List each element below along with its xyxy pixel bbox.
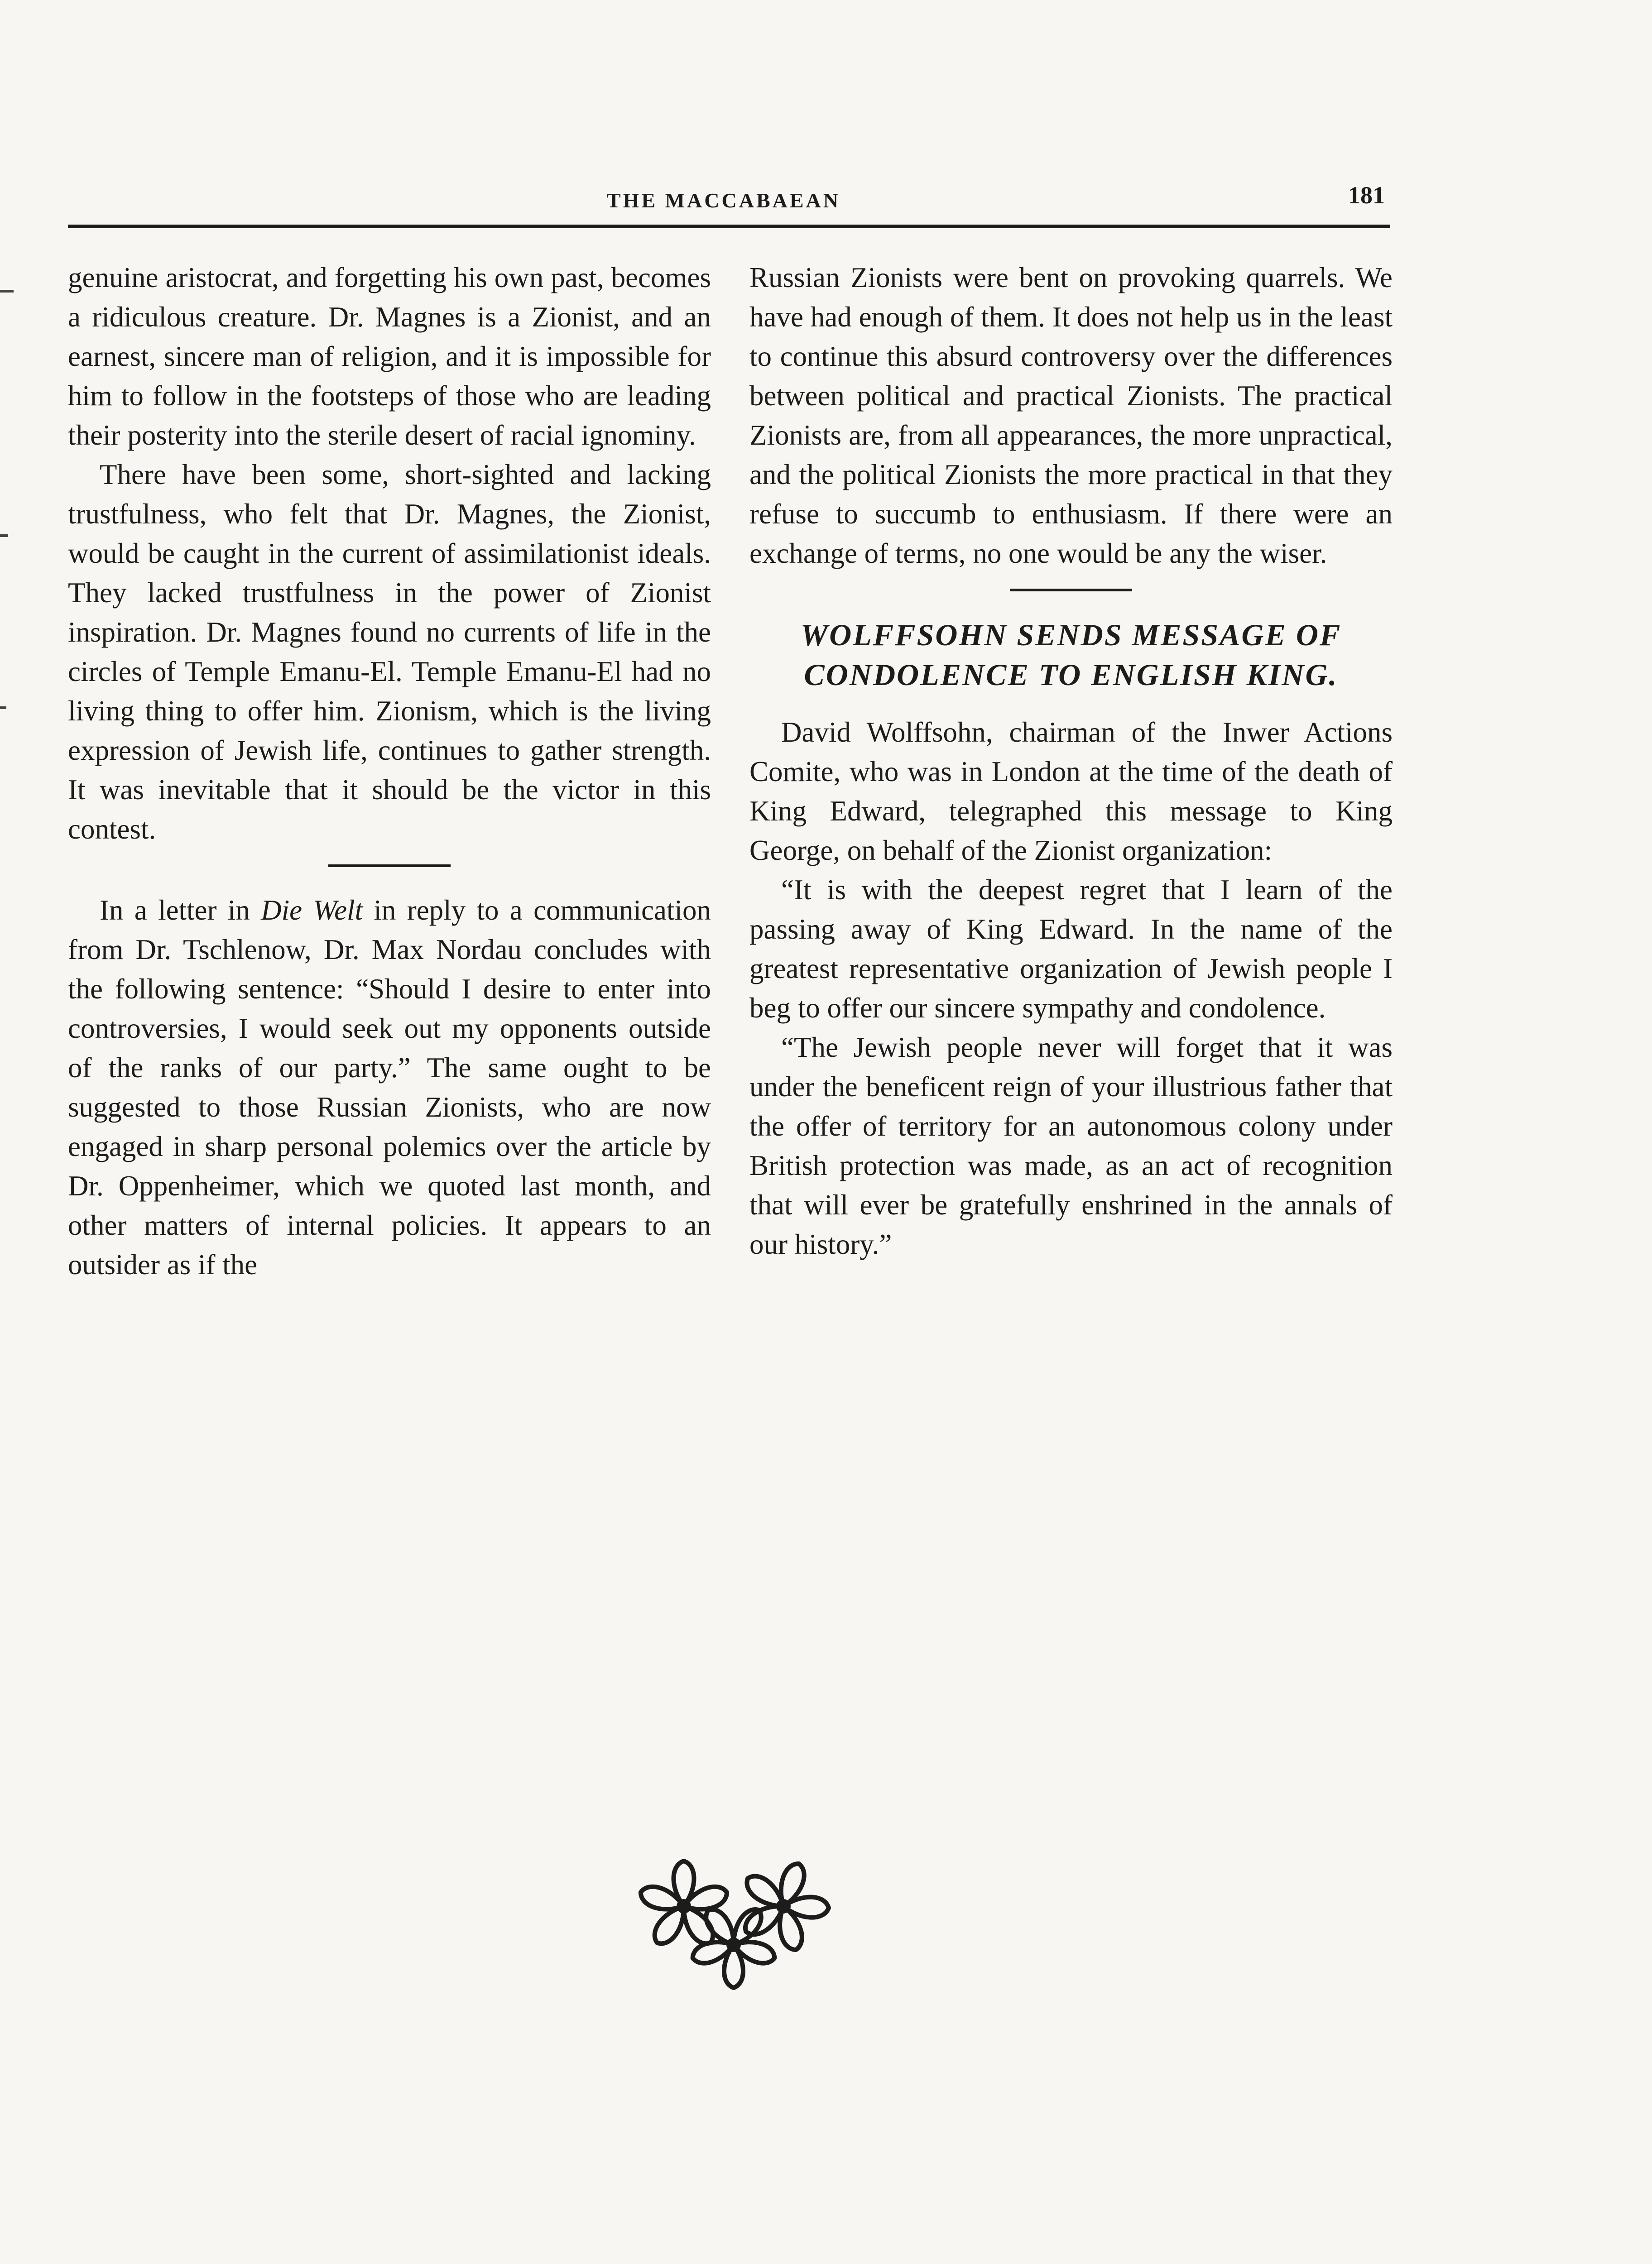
letter-paragraph <box>68 891 711 1285</box>
paragraph: “The Jewish people never will forget that it was under the beneficent reign of your illustrious father that the offer of territory for an autonomous colony under British protection was made, as an act of recognition that will ever be gratefully enshrined in the annals of our history.” <box>749 1031 1393 1260</box>
margin-mark <box>0 290 14 293</box>
letter-text-after: in reply to a communication from Dr. Tschlenow, Dr. Max Nordau concludes with the following sentence: “Should I desire to enter into controversies, I would seek out my opponents outside of the ranks of our party.” The same ought to be suggested to those Russian Zionists, who are now engaged in sharp personal polemics over the article by Dr. Oppenheimer, which we quoted last month, and other matters of internal policies. It appears to an outsider as if the <box>68 894 711 1281</box>
article-headline <box>749 615 1393 695</box>
newspaper-title: Die Welt <box>261 894 363 926</box>
section-divider <box>1010 589 1132 591</box>
section-divider <box>328 864 451 867</box>
margin-mark <box>0 706 6 709</box>
paragraph: Russian Zionists were bent on provoking quarrels. We have had enough of them. It does not help us in the least to continue this absurd controversy over the differences between political and practical Zionists. The practical Zionists are, from all appearances, the more unpractical, and the political Zionists the more practical in that they refuse to succumb to enthusiasm. If there were an exchange of terms, no one would be any the wiser. <box>749 262 1393 569</box>
right-column <box>749 258 1393 1264</box>
paragraph: David Wolffsohn, chairman of the Inwer Actions Comite, who was in London at the time of the death of King Edward, telegraphed this message to King George, on behalf of the Zionist organization: <box>749 716 1393 866</box>
left-column <box>68 258 711 1285</box>
letter-text-before: In a letter in <box>100 894 261 926</box>
paragraph: genuine aristocrat, and forgetting his own past, becomes a ridiculous creature. Dr. Magnes is a Zionist, and an earnest, sincere man of religion, and it is impossible for him to follow in the footsteps of those who are leading their posterity into the sterile desert of racial ignominy. <box>68 262 711 451</box>
headline-line: WOLFFSOHN SENDS MESSAGE OF <box>800 618 1342 652</box>
headline-line: CONDOLENCE TO ENGLISH KING. <box>804 657 1338 692</box>
header-rule <box>68 225 1390 228</box>
flower-ornament-icon <box>625 1847 842 1992</box>
paragraph: “It is with the deepest regret that I learn of the passing away of King Edward. In the name of the greatest representative organization of Jewish people I beg to offer our sincere sympathy and condolence. <box>749 874 1393 1024</box>
page-number: 181 <box>1348 182 1385 209</box>
running-header-title: THE MACCABAEAN <box>607 189 840 212</box>
margin-mark <box>0 534 8 537</box>
paragraph: There have been some, short-sighted and lacking trustfulness, who felt that Dr. Magnes, the Zionist, would be caught in the current of assimilationist ideals. They lacked trustfulness in the power of Zionist inspiration. Dr. Magnes found no currents of life in the circles of Temple Emanu-El. Temple Emanu-El had no living thing to offer him. Zionism, which is the living expression of Jewish life, continues to gather strength. It was inevitable that it should be the victor in this contest. <box>68 459 711 845</box>
